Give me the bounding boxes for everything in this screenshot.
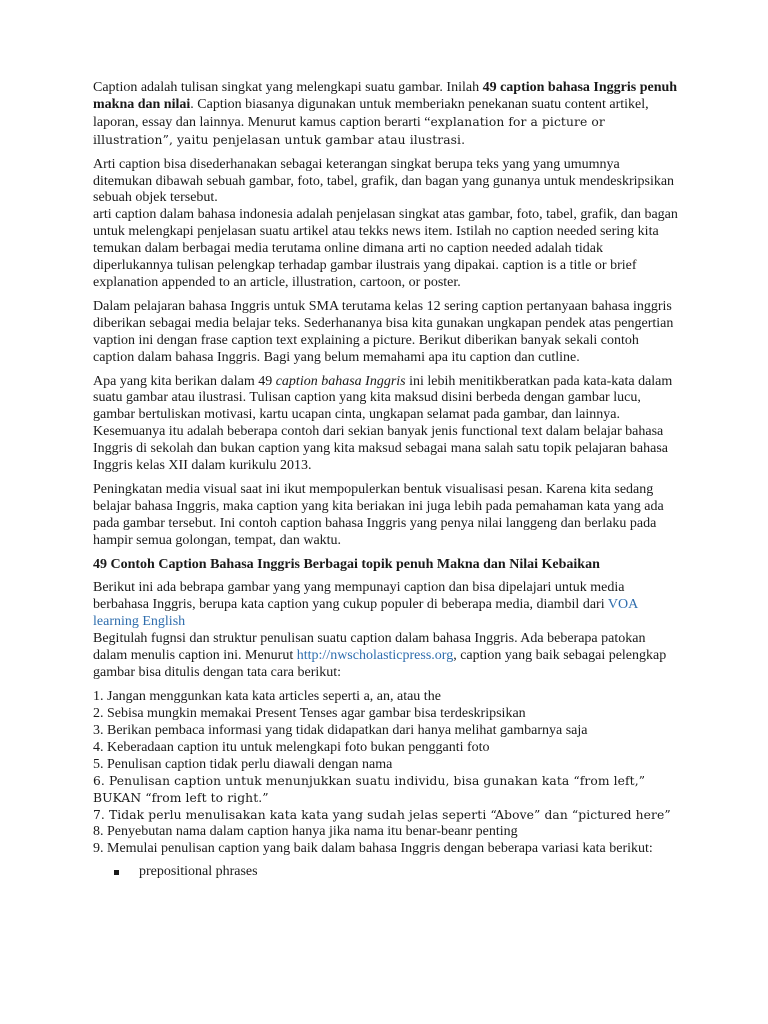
lesson-paragraph: Dalam pelajaran bahasa Inggris untuk SMA terutama kelas 12 sering caption pertanyaan bahasa inggris diberikan sebagai media belajar teks. Sederhananya bisa kita gunakan ungkapan pendek atas pengertian vaption ini dengan frase caption text explaining a picture. Berikut diberikan banyak sekali contoh caption dalam bahasa Inggris. Bagi yang belum memahami apa itu caption dan cutline. bbox=[93, 298, 674, 365]
rule-item: 3. Berikan pembaca informasi yang tidak didapatkan dari hanya melihat gambarnya saja bbox=[93, 722, 588, 738]
rule-item: 2. Sebisa mungkin memakai Present Tenses agar gambar bisa terdeskripsikan bbox=[93, 705, 526, 721]
structure-text-continued: , caption yang baik sebagai pelengkap gambar bisa ditulis dengan tata cara berikut: bbox=[93, 648, 667, 680]
rule-item: 9. Memulai penulisan caption yang baik dalam bahasa Inggris dengan beberapa variasi kata berikut: bbox=[93, 841, 653, 857]
rule-item: 4. Keberadaan caption itu untuk melengkapi foto bukan pengganti foto bbox=[93, 739, 490, 755]
structure-text: Begitulah fugnsi dan struktur penulisan suatu caption dalam bahasa Inggris. Ada beberapa patokan dalam menulis caption ini. Menurut bbox=[93, 631, 646, 664]
caption-rules-list bbox=[93, 689, 678, 858]
source-text: Berikut ini ada bebrapa gambar yang yang mempunayi caption dan bisa dipelajari untuk media berbahasa Inggris, berupa kata caption yang cukup populer di beberapa media, diambil dari bbox=[93, 580, 625, 613]
visual-media-paragraph: Peningkatan media visual saat ini ikut mempopulerkan bentuk visualisasi pesan. Karena kita sedang belajar bahasa Inggris, maka caption yang kita beriakan ini juga lebih pada pemahaman kata yang ada pada gambar tersebut. Ini contoh caption bahasa Inggris yang penya nilai langgeng dan berlaku pada hampir semua golongan, tempat, dan waktu. bbox=[93, 481, 664, 548]
focus-paragraph bbox=[93, 374, 678, 475]
definition-paragraph bbox=[93, 157, 678, 292]
definition-text: Arti caption bisa disederhanakan sebagai keterangan singkat berupa teks yang yang umumnya ditemukan dibawah sebuah gambar, foto, tabel, grafik, dan bagan yang gunanya untuk mendeskripsikan sebuah objek tersebut. bbox=[93, 156, 675, 206]
bullet-list bbox=[93, 864, 678, 881]
bullet-item bbox=[114, 864, 678, 881]
structure-paragraph bbox=[93, 631, 678, 682]
source-paragraph bbox=[93, 580, 678, 631]
rule-item: 6. Penulisan caption untuk menunjukkan suatu individu, bisa gunakan kata “from left,” BUKAN “from left to right.” bbox=[93, 774, 646, 806]
intro-text-continued: . Caption biasanya digunakan untuk memberiakn penekanan suatu content artikel, laporan, essay dan lainnya. Menurut kamus caption berarti “ bbox=[93, 96, 649, 130]
nwscholasticpress-link[interactable]: http://nwscholasticpress.org bbox=[296, 648, 454, 664]
intro-text: Caption adalah tulisan singkat yang melengkapi suatu gambar. Inilah bbox=[93, 80, 483, 95]
rule-item: 1. Jangan menggunkan kata kata articles seperti a, an, atau the bbox=[93, 688, 441, 704]
section-heading bbox=[93, 557, 678, 574]
intro-bold-title: 49 caption bahasa Inggris penuh makna dan nilai bbox=[93, 80, 678, 112]
intro-definition: explanation for a picture or illustration”, yaitu penjelasan untuk gambar atau ilustrasi. bbox=[93, 114, 605, 147]
focus-text: Apa yang kita berikan dalam 49 bbox=[93, 373, 276, 389]
definition-text-2: arti caption dalam bahasa indonesia adalah penjelasan singkat atas gambar, foto, tabel, grafik, dan bagan untuk melengkapi penjelasan suatu artikel atau tekks news item. Istilah no caption needed sering kita temukan dalam berbagai media terutama online dimana arti no caption needed adalah tidak diperlukannya tulisan pelengkap terhadap gambar ilustrais yang dipakai. caption is a title or brief explanation appended to an article, illustration, cartoon, or poster. bbox=[93, 207, 678, 290]
focus-text-continued: ini lebih menitikberatkan pada kata-kata dalam suatu gambar atau ilustrasi. Tulisan caption yang kita maksud disini berbeda dengan gambar lucu, gambar bertuliskan motivasi, kartu ucapan cinta, ungkapan selamat pada gambar, dan lainnya. Kesemuanya itu adalah beberapa contoh dari sekian banyak jenis functional text dalam belajar bahasa Inggris di sekolah dan bukan caption yang kita maksud sebagai mana salah satu topik pelajaran bahasa Inggris kelas XII dalam kurikulu 2013. bbox=[93, 373, 673, 474]
square-bullet-icon bbox=[114, 870, 119, 875]
bullet-text: prepositional phrases bbox=[139, 863, 258, 879]
voa-link[interactable]: VOA learning English bbox=[93, 597, 638, 630]
focus-italic: caption bahasa Inggris bbox=[275, 373, 406, 389]
intro-paragraph bbox=[93, 80, 678, 150]
rule-item: 7. Tidak perlu menulisakan kata kata yang sudah jelas seperti “Above” dan “pictured here” bbox=[93, 808, 671, 823]
rule-item: 8. Penyebutan nama dalam caption hanya jika nama itu benar-beanr penting bbox=[93, 824, 518, 840]
section-heading-text: 49 Contoh Caption Bahasa Inggris Berbagai topik penuh Makna dan Nilai Kebaikan bbox=[93, 556, 600, 572]
rule-item: 5. Penulisan caption tidak perlu diawali dengan nama bbox=[93, 756, 393, 772]
